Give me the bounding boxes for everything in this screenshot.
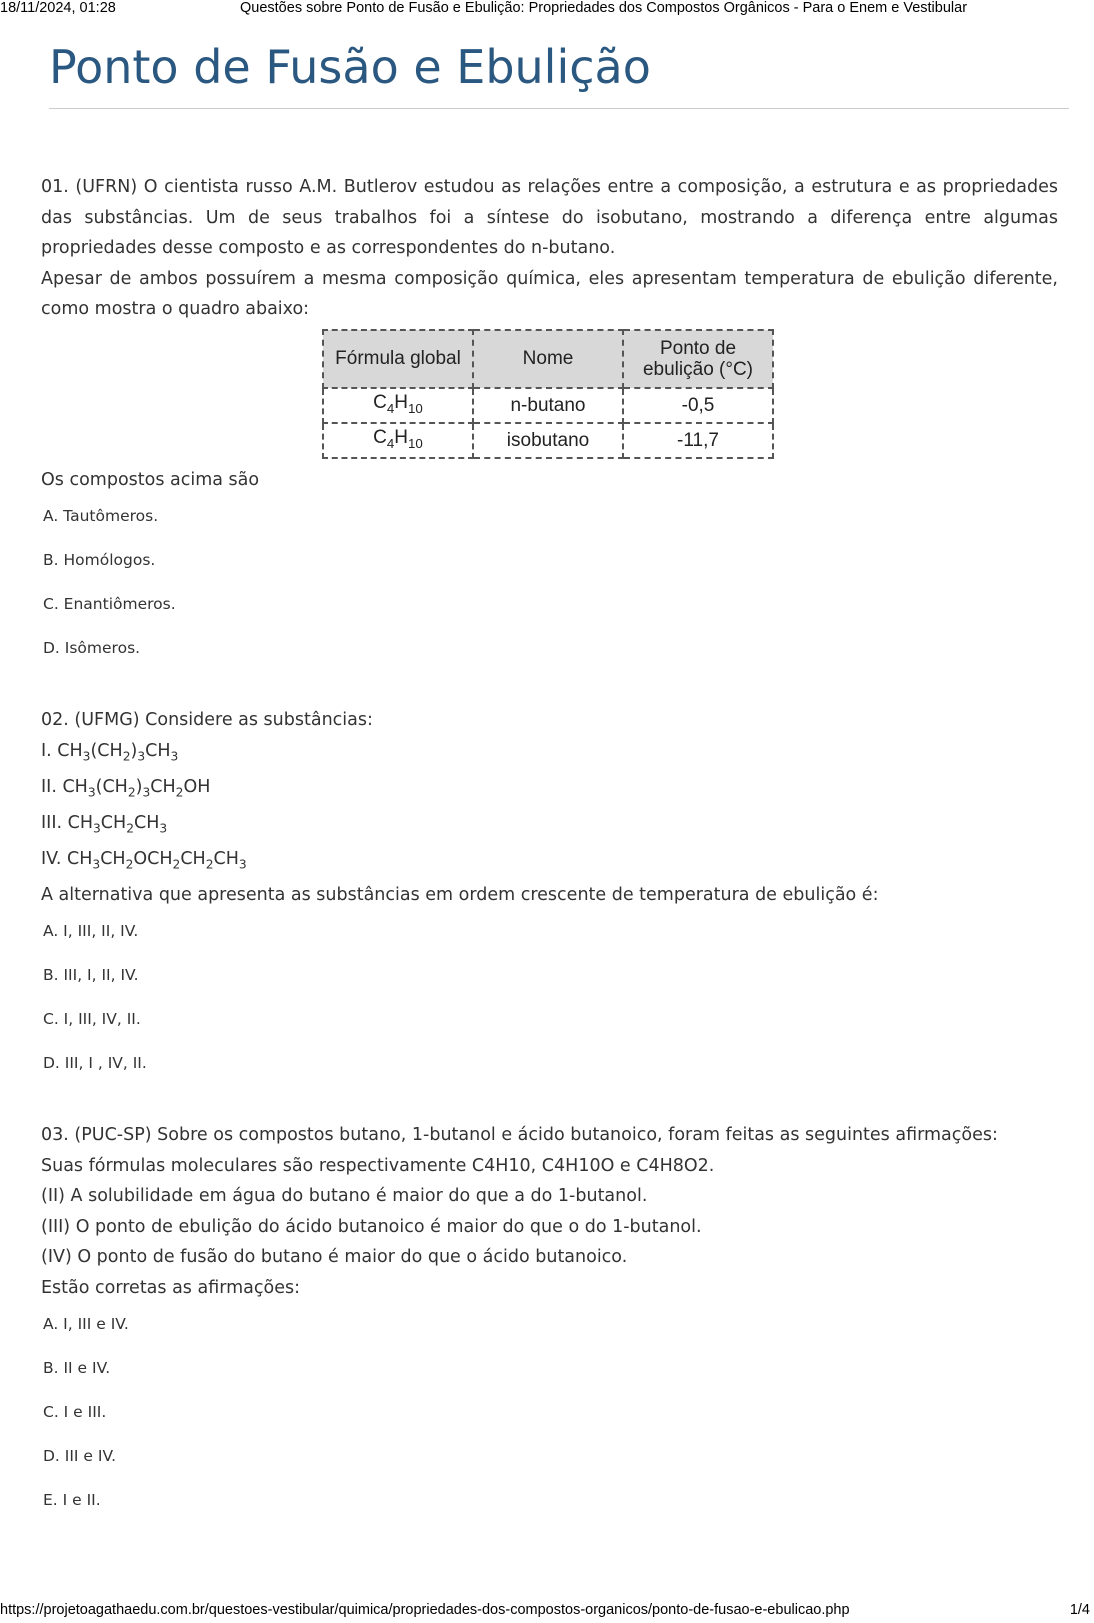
substance-item: III. $CH_3CH_2CH_3$ <box>41 812 168 835</box>
question-text: 02. (UFMG) Considere as substâncias: <box>41 710 373 730</box>
print-datetime: 18/11/2024, 01:28 <box>0 0 116 16</box>
statement: (III) O ponto de ebulição do ácido butanoico é maior do que o do 1-butanol. <box>41 1216 702 1237</box>
option-b[interactable]: B. Homólogos. <box>43 551 156 569</box>
question-stem: Os compostos acima são <box>41 469 260 490</box>
statement: (IV) O ponto de fusão do butano é maior do que o ácido butanoico. <box>41 1247 628 1267</box>
option-d[interactable]: D. III, I , IV, II. <box>43 1054 147 1072</box>
option-b[interactable]: B. II e IV. <box>43 1359 111 1377</box>
print-title: Questões sobre Ponto de Fusão e Ebulição: Propriedades dos Compostos Orgânicos - Para o Enem e Vestibular <box>240 0 968 16</box>
table-cell: isobutano <box>473 423 623 458</box>
formula-cell: $C_4H_{10}$ <box>323 388 473 423</box>
option-e[interactable]: E. I e II. <box>43 1491 101 1509</box>
option-c[interactable]: C. I, III, IV, II. <box>43 1010 141 1028</box>
question-text: 01. (UFRN) O cientista russo A.M. Butlerov estudou as relações entre a composição, a estrutura e as propriedades das substâncias. Um de seus trabalhos foi a síntese do isobutano, mostrando a diferença entre algumas propriedades desse composto e as correspondentes do n-butano. <box>41 177 1058 258</box>
page-number: 1/4 <box>1069 1602 1090 1618</box>
option-c[interactable]: C. Enantiômeros. <box>43 595 176 613</box>
page-title: Ponto de Fusão e Ebulição <box>49 40 651 94</box>
option-a[interactable]: A. I, III, II, IV. <box>43 922 139 940</box>
substance-item: II. $CH_3(CH_2)_3CH_2OH$ <box>41 776 211 799</box>
statement: (II) A solubilidade em água do butano é maior do que a do 1-butanol. <box>41 1186 648 1206</box>
question-1 <box>41 172 1058 679</box>
table-cell: -0,5 <box>623 388 773 423</box>
table-header: Fórmula global <box>323 330 473 388</box>
page-url: https://projetoagathaedu.com.br/questoes-vestibular/quimica/propriedades-dos-compostos-organicos/ponto-de-fusao-e-ebulicao.php <box>0 1602 850 1618</box>
substance-item: IV. $CH_3CH_2OCH_2CH_2CH_3$ <box>41 848 247 871</box>
table-cell: n-butano <box>473 388 623 423</box>
table-cell: -11,7 <box>623 423 773 458</box>
question-stem: A alternativa que apresenta as substâncias em ordem crescente de temperatura de ebulição é: <box>41 884 879 905</box>
option-d[interactable]: D. III e IV. <box>43 1447 116 1465</box>
question-3 <box>41 1120 1058 1531</box>
option-c[interactable]: C. I e III. <box>43 1403 107 1421</box>
option-a[interactable]: A. Tautômeros. <box>43 507 159 525</box>
table-header: Nome <box>473 330 623 388</box>
boiling-point-table <box>322 329 774 459</box>
substance-item: I. $CH_3(CH_2)_3CH_3$ <box>41 740 179 763</box>
option-d[interactable]: D. Isômeros. <box>43 639 141 657</box>
table-row <box>323 423 773 458</box>
option-a[interactable]: A. I, III e IV. <box>43 1315 129 1333</box>
question-text: 03. (PUC-SP) Sobre os compostos butano, 1-butanol e ácido butanoico, foram feitas as seguintes afirmações: <box>41 1125 998 1145</box>
table-row <box>323 388 773 423</box>
question-text: Apesar de ambos possuírem a mesma composição química, eles apresentam temperatura de ebulição diferente, como mostra o quadro abaixo: <box>41 268 1058 319</box>
formula-cell: $C_4H_{10}$ <box>323 423 473 458</box>
question-stem: Estão corretas as afirmações: <box>41 1277 301 1298</box>
title-divider <box>49 108 1069 109</box>
statement: Suas fórmulas moleculares são respectivamente C4H10, C4H10O e C4H8O2. <box>41 1155 715 1176</box>
table-header: Ponto de ebulição (°C) <box>623 330 773 388</box>
option-b[interactable]: B. III, I, II, IV. <box>43 966 139 984</box>
question-2 <box>41 705 1058 1094</box>
